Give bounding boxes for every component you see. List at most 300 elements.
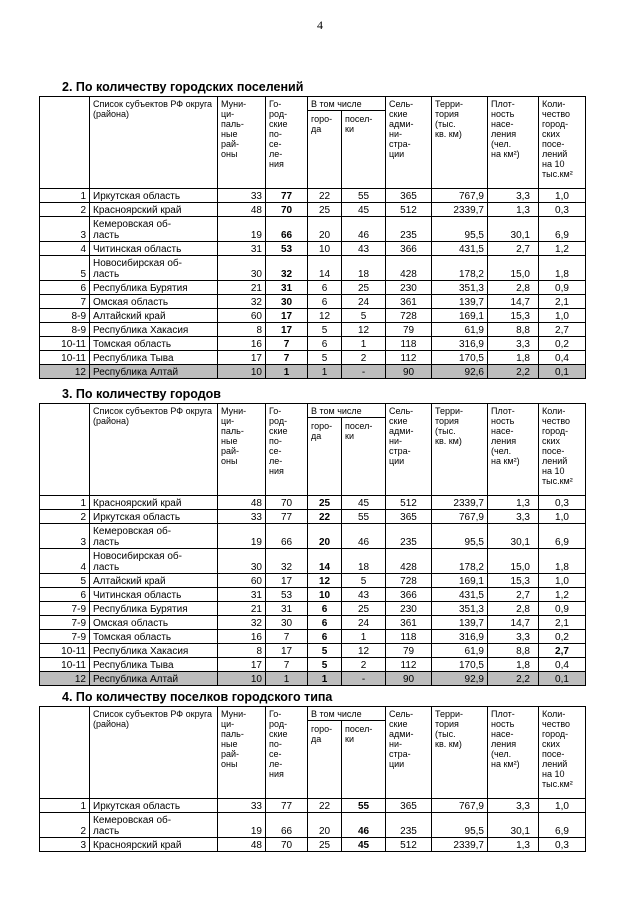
count-cell: 1,8 [539,256,586,281]
header-line: ния [269,769,284,779]
header-line: чество [542,416,571,426]
page-number: 4 [317,18,323,32]
count-cell: 0,3 [539,838,586,852]
density-cell: 1,8 [488,658,539,672]
rural-cell: 512 [386,203,432,217]
header-line: Терри- [435,406,464,416]
header-line: ских [542,436,560,446]
municipal-cell: 60 [218,574,266,588]
header-line: ки [345,734,354,744]
territory-header [432,404,488,496]
table-row [40,496,586,510]
header-line: посе- [542,446,565,456]
municipal-cell: 17 [218,351,266,365]
cities-cell: 6 [308,295,342,309]
header-line: стра- [389,446,411,456]
settlements-cell: 12 [342,323,386,337]
density-header [488,707,539,799]
header-line: ные [221,739,238,749]
header-line: ци- [221,719,235,729]
header-line: Го- [269,406,282,416]
header-line: тыс.км² [542,169,573,179]
urban-cell: 32 [266,549,308,574]
rank-cell: 5 [40,574,90,588]
subject-cell: Республика Хакасия [90,323,218,337]
urban-cell: 66 [266,813,308,838]
territory-cell: 170,5 [432,658,488,672]
cities-cell: 12 [308,309,342,323]
settlements-cell: 12 [342,644,386,658]
subject-cell: Красноярский край [90,838,218,852]
table-row [40,256,586,281]
header-line: тория [435,719,459,729]
territory-cell: 316,9 [432,337,488,351]
rural-cell: 230 [386,602,432,616]
count-cell: 1,8 [539,549,586,574]
settlements-cell: 43 [342,242,386,256]
header-line: стра- [389,139,411,149]
rural-cell: 365 [386,189,432,203]
rank-cell: 10-11 [40,658,90,672]
settlements-header [342,111,386,189]
rank-cell: 2 [40,203,90,217]
header-line: се- [269,446,282,456]
cities-cell: 22 [308,799,342,813]
cities-header [308,418,342,496]
header-line: Муни- [221,709,247,719]
rural-cell: 235 [386,217,432,242]
header-line: стра- [389,749,411,759]
header-line: рай- [221,139,240,149]
municipal-cell: 60 [218,309,266,323]
cities-cell: 20 [308,217,342,242]
subject-cell: Томская область [90,337,218,351]
table-row [40,295,586,309]
count-cell: 6,9 [539,524,586,549]
rank-cell: 10-11 [40,337,90,351]
header-line: да [311,734,322,744]
urban-cell: 17 [266,574,308,588]
header-line: Коли- [542,406,566,416]
settlements-cell: 2 [342,351,386,365]
header-line: (тыс. [435,426,456,436]
table-row [40,365,586,379]
municipal-cell: 31 [218,588,266,602]
rural-cell: 112 [386,351,432,365]
header-line: посе- [542,749,565,759]
rank-cell: 1 [40,496,90,510]
subject-cell: Читинская область [90,588,218,602]
density-cell: 8,8 [488,323,539,337]
settlements-cell: - [342,365,386,379]
municipal-header [218,707,266,799]
territory-cell: 92,6 [432,365,488,379]
rank-cell: 10-11 [40,644,90,658]
settlements-cell: 46 [342,217,386,242]
rural-cell: 112 [386,658,432,672]
subject-cell: Республика Тыва [90,351,218,365]
cities-cell: 6 [308,602,342,616]
header-line: Терри- [435,99,464,109]
settlements-cell: - [342,672,386,686]
header-line: паль- [221,119,244,129]
header-line: Муни- [221,406,247,416]
header-line: ния [269,159,284,169]
urban-cell: 1 [266,365,308,379]
header-line: ские [389,719,408,729]
settlements-header [342,418,386,496]
rank-cell: 1 [40,799,90,813]
density-cell: 3,3 [488,510,539,524]
rural-cell: 361 [386,295,432,309]
rank-cell: 6 [40,281,90,295]
cities-cell: 22 [308,510,342,524]
header-line: Сель- [389,99,414,109]
density-cell: 30,1 [488,217,539,242]
count-cell: 0,9 [539,281,586,295]
cities-cell: 5 [308,351,342,365]
cities-cell: 14 [308,549,342,574]
settlements-cell: 1 [342,630,386,644]
territory-cell: 95,5 [432,524,488,549]
urban-cell: 17 [266,644,308,658]
count-cell: 0,1 [539,672,586,686]
count-cell: 0,2 [539,630,586,644]
header-line: ле- [269,456,283,466]
rank-header [40,404,90,496]
header-line: ции [389,456,405,466]
rural-cell: 512 [386,838,432,852]
rural-cell: 79 [386,323,432,337]
subject-cell: Читинская область [90,242,218,256]
including-header: В том числе [308,404,386,418]
urban-cell: 7 [266,351,308,365]
header-line: на 10 [542,466,565,476]
rural-cell: 235 [386,813,432,838]
rural-cell: 365 [386,510,432,524]
header-line: горо- [311,114,333,124]
rank-cell: 1 [40,189,90,203]
table-row [40,351,586,365]
table-row [40,524,586,549]
rank-cell: 4 [40,549,90,574]
header-line: Го- [269,99,282,109]
urban-cell: 53 [266,588,308,602]
municipal-cell: 10 [218,365,266,379]
territory-cell: 351,3 [432,281,488,295]
header-line: тыс.км² [542,476,573,486]
count-cell: 0,9 [539,602,586,616]
rural-cell: 90 [386,365,432,379]
municipal-cell: 8 [218,323,266,337]
header-line: ские [269,426,288,436]
settlements-cell: 24 [342,616,386,630]
rank-cell: 2 [40,510,90,524]
density-cell: 3,3 [488,630,539,644]
municipal-cell: 32 [218,295,266,309]
count-cell: 2,7 [539,644,586,658]
density-cell: 15,0 [488,256,539,281]
rank-cell: 8-9 [40,323,90,337]
subject-cell: Республика Тыва [90,658,218,672]
header-line: Го- [269,709,282,719]
density-cell: 15,3 [488,574,539,588]
urban-cell: 7 [266,630,308,644]
subject-cell: Омская область [90,616,218,630]
table-row [40,658,586,672]
table-row [40,323,586,337]
rural-cell: 365 [386,799,432,813]
cities-cell: 6 [308,281,342,295]
header-line: ции [389,759,405,769]
settlements-cell: 18 [342,256,386,281]
header-line: ления [491,436,517,446]
subject-cell: Кемеровская об- ласть [90,813,218,838]
territory-cell: 95,5 [432,813,488,838]
subject-cell: Республика Бурятия [90,602,218,616]
settlements-cell: 25 [342,281,386,295]
territory-cell: 351,3 [432,602,488,616]
municipal-header [218,97,266,189]
territory-cell: 95,5 [432,217,488,242]
rank-cell: 3 [40,524,90,549]
table-row [40,309,586,323]
settlements-header [342,721,386,799]
header-line: Плот- [491,99,515,109]
subject-cell: Иркутская область [90,189,218,203]
cities-cell: 22 [308,189,342,203]
territory-cell: 61,9 [432,644,488,658]
territory-header [432,97,488,189]
territory-header [432,707,488,799]
header-line: лений [542,759,568,769]
stats-table [39,706,586,852]
subject-cell: Республика Алтай [90,365,218,379]
header-line: посел- [345,421,373,431]
header-line: ния [269,466,284,476]
subject-cell: Красноярский край [90,496,218,510]
density-cell: 1,3 [488,203,539,217]
rural-header [386,97,432,189]
rank-cell: 12 [40,365,90,379]
count-cell: 0,4 [539,658,586,672]
header-line: чество [542,719,571,729]
rural-cell: 79 [386,644,432,658]
municipal-cell: 16 [218,337,266,351]
header-line: на км²) [491,759,520,769]
header-line: ских [542,129,560,139]
header-line: горо- [311,724,333,734]
count-cell: 1,0 [539,799,586,813]
settlements-cell: 18 [342,549,386,574]
header-line: Сель- [389,709,414,719]
subject-cell: Томская область [90,630,218,644]
header-line: на км²) [491,149,520,159]
territory-cell: 169,1 [432,574,488,588]
settlements-cell: 45 [342,496,386,510]
density-cell: 14,7 [488,616,539,630]
header-line: ность [491,416,515,426]
territory-cell: 178,2 [432,256,488,281]
header-line: посел- [345,114,373,124]
subject-cell: Республика Алтай [90,672,218,686]
territory-cell: 431,5 [432,588,488,602]
table-row [40,549,586,574]
header-line: на км²) [491,456,520,466]
header-line: ции [389,149,405,159]
density-cell: 2,8 [488,281,539,295]
stats-table [39,403,586,686]
header-line: паль- [221,729,244,739]
rank-header [40,707,90,799]
subject-cell: Алтайский край [90,309,218,323]
header-line: (чел. [491,749,512,759]
settlements-cell: 45 [342,203,386,217]
urban-header [266,97,308,189]
header-line: ные [221,436,238,446]
rural-header [386,404,432,496]
header-line: Терри- [435,709,464,719]
header-line: ци- [221,416,235,426]
header-line: род- [269,416,288,426]
territory-cell: 92,9 [432,672,488,686]
header-line: паль- [221,426,244,436]
density-cell: 15,0 [488,549,539,574]
cities-cell: 6 [308,337,342,351]
header-line: посе- [542,139,565,149]
settlements-cell: 5 [342,574,386,588]
cities-cell: 20 [308,524,342,549]
density-cell: 8,8 [488,644,539,658]
rural-cell: 728 [386,309,432,323]
count-cell: 2,1 [539,295,586,309]
urban-cell: 53 [266,242,308,256]
territory-cell: 139,7 [432,616,488,630]
table-row [40,337,586,351]
including-header: В том числе [308,97,386,111]
settlements-cell: 46 [342,524,386,549]
count-header [539,404,586,496]
cities-cell: 5 [308,658,342,672]
density-header [488,97,539,189]
subject-cell: Кемеровская об- ласть [90,524,218,549]
density-cell: 2,2 [488,365,539,379]
settlements-cell: 55 [342,799,386,813]
territory-cell: 170,5 [432,351,488,365]
rank-cell: 3 [40,217,90,242]
subject-cell: Кемеровская об- ласть [90,217,218,242]
rural-cell: 118 [386,337,432,351]
header-line: ле- [269,759,283,769]
rank-header [40,97,90,189]
rank-cell: 8-9 [40,309,90,323]
header-line: Коли- [542,99,566,109]
header-line: да [311,431,322,441]
density-header [488,404,539,496]
header-line: ления [491,129,517,139]
cities-cell: 5 [308,323,342,337]
count-cell: 6,9 [539,217,586,242]
count-cell: 0,3 [539,203,586,217]
territory-cell: 767,9 [432,799,488,813]
municipal-cell: 19 [218,217,266,242]
cities-cell: 6 [308,630,342,644]
density-cell: 2,2 [488,672,539,686]
density-cell: 30,1 [488,813,539,838]
including-header: В том числе [308,707,386,721]
rank-cell: 4 [40,242,90,256]
rural-header [386,707,432,799]
header-line: на 10 [542,159,565,169]
urban-cell: 77 [266,189,308,203]
rural-cell: 235 [386,524,432,549]
subjects-header: Список субъектов РФ округа (района) [90,404,218,496]
urban-cell: 17 [266,309,308,323]
cities-cell: 25 [308,203,342,217]
density-cell: 1,3 [488,838,539,852]
municipal-cell: 48 [218,203,266,217]
urban-cell: 77 [266,510,308,524]
header-line: кв. км) [435,129,462,139]
municipal-cell: 17 [218,658,266,672]
header-line: ность [491,109,515,119]
municipal-cell: 21 [218,602,266,616]
header-line: Муни- [221,99,247,109]
header-line: оны [221,149,238,159]
count-cell: 1,2 [539,588,586,602]
section-title: 3. По количеству городов [62,387,221,401]
territory-cell: 2339,7 [432,203,488,217]
settlements-cell: 1 [342,337,386,351]
table-row [40,644,586,658]
rural-cell: 366 [386,242,432,256]
settlements-cell: 2 [342,658,386,672]
subject-cell: Красноярский край [90,203,218,217]
header-line: тыс.км² [542,779,573,789]
header-line: ни- [389,129,402,139]
municipal-header [218,404,266,496]
municipal-cell: 8 [218,644,266,658]
header-line: адми- [389,729,414,739]
rank-cell: 7-9 [40,630,90,644]
header-line: кв. км) [435,739,462,749]
municipal-cell: 30 [218,549,266,574]
table-row [40,616,586,630]
municipal-cell: 33 [218,189,266,203]
rank-cell: 7 [40,295,90,309]
urban-cell: 1 [266,672,308,686]
settlements-cell: 43 [342,588,386,602]
header-line: город- [542,119,569,129]
urban-header [266,707,308,799]
municipal-cell: 16 [218,630,266,644]
settlements-cell: 55 [342,189,386,203]
header-line: кв. км) [435,436,462,446]
territory-cell: 178,2 [432,549,488,574]
density-cell: 2,8 [488,602,539,616]
header-line: род- [269,109,288,119]
territory-cell: 431,5 [432,242,488,256]
territory-cell: 2339,7 [432,838,488,852]
territory-cell: 767,9 [432,189,488,203]
header-line: лений [542,149,568,159]
density-cell: 1,3 [488,496,539,510]
cities-cell: 25 [308,496,342,510]
urban-cell: 17 [266,323,308,337]
header-line: чество [542,109,571,119]
density-cell: 14,7 [488,295,539,309]
rank-cell: 7-9 [40,616,90,630]
